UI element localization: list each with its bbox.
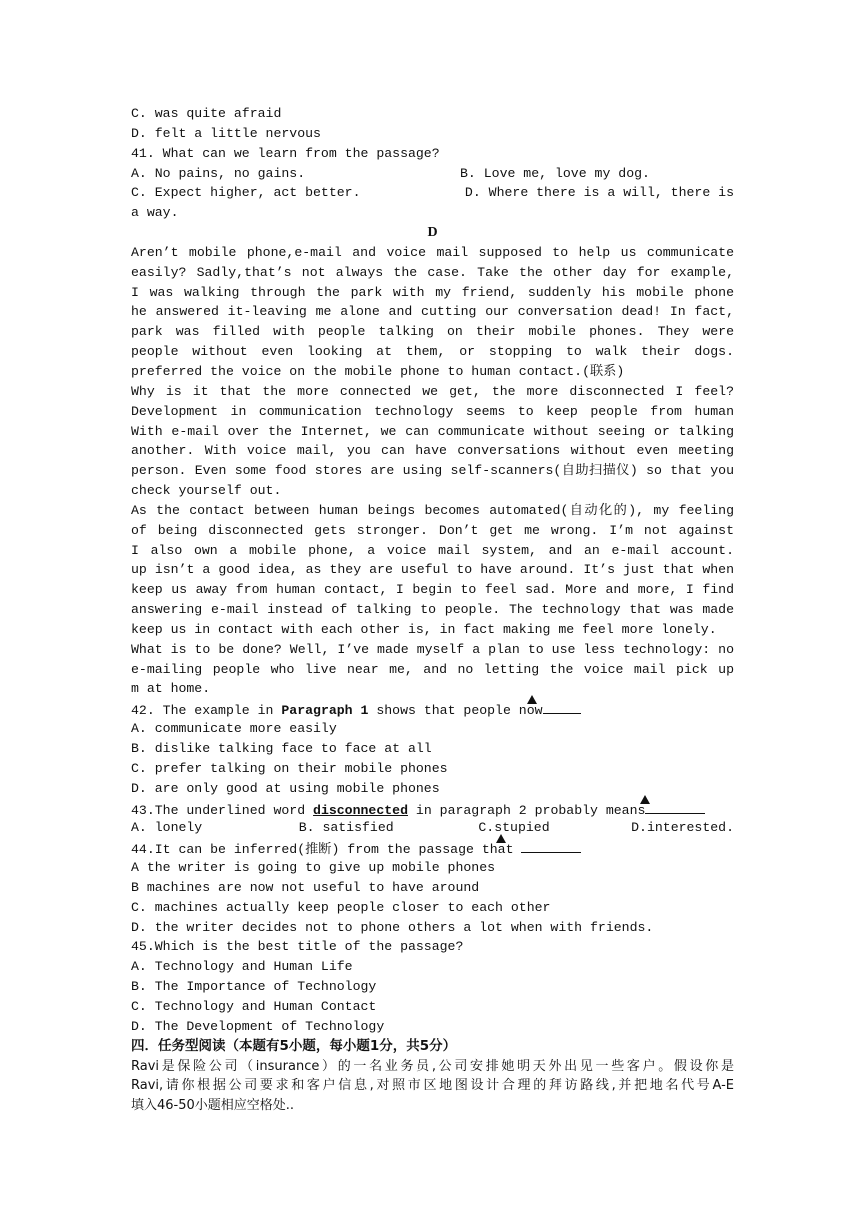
q41-option-c: C. Expect higher, act better. <box>131 185 361 201</box>
q43-option-c: C.stupied <box>478 820 550 836</box>
q42-stem <box>131 699 734 719</box>
passage-line: m at home. <box>131 681 211 697</box>
section-d-title: D <box>427 225 438 241</box>
q43-option-b: B. satisfied <box>298 820 394 836</box>
q44-option-c: C. machines actually keep people closer to each other <box>131 899 551 915</box>
q44-option-a: A the writer is going to give up mobile phones <box>131 860 496 876</box>
passage-paragraph-4 <box>131 640 734 700</box>
q42-option-b: B. dislike talking face to face at all <box>131 741 432 756</box>
triangle-marker-icon <box>496 834 506 843</box>
passage-line: keep us away from human contact, I begin to feel sad. More and more, I find <box>131 582 734 598</box>
q43-stem-pre: 43.The underlined word <box>131 802 314 818</box>
q41-options-row2 <box>131 183 734 203</box>
triangle-marker-icon <box>640 795 650 804</box>
q41-options-row1 <box>131 164 734 184</box>
q41-option-d-part1: D. Where there is a will, there is <box>464 185 734 201</box>
q44-option-d: D. the writer decides not to phone others a lot when with friends. <box>131 919 654 935</box>
q45-option-b: B. The Importance of Technology <box>131 979 377 995</box>
q43-underlined-word: disconnected <box>313 802 408 818</box>
passage-line: What is to be done? Well, I’ve made myself a plan to use less technology: no <box>131 641 734 657</box>
passage-line: Development in communication technology seems to keep people from human <box>131 403 734 419</box>
passage-line: Aren’t mobile phone,e-mail and voice mail supposed to help us communicate <box>131 244 734 260</box>
passage-line: Why is it that the more connected we get, the more disconnected I feel? <box>131 383 734 399</box>
q42-option-c: C. prefer talking on their mobile phones <box>131 760 448 776</box>
passage-paragraph-1 <box>131 243 734 382</box>
q40-option-c: C. was quite afraid <box>131 106 282 121</box>
q43-option-d: D.interested. <box>631 820 735 836</box>
passage-line: people without even looking at them, or stopping to walk their dogs. <box>131 344 734 360</box>
q42-option-d: D. are only good at using mobile phones <box>131 780 440 796</box>
passage-line: I also own a mobile phone, a voice mail system, and an e-mail account. <box>131 542 734 558</box>
q41-option-d-part2: a way. <box>131 205 179 221</box>
q45-option-d: D. The Development of Technology <box>131 1018 385 1034</box>
q45-option-c: C. Technology and Human Contact <box>131 998 377 1014</box>
passage-line: of being disconnected gets stronger. Don’t get me wrong. I’m not against <box>131 522 734 538</box>
q41-option-b: B. Love me, love my dog. <box>460 165 650 181</box>
q45-option-a: A. Technology and Human Life <box>131 959 353 975</box>
section4-instruction-line: 填入46-50小题相应空格处.. <box>131 1098 295 1114</box>
q42-stem-post: shows that people now <box>368 703 543 719</box>
passage-line: preferred the voice on the mobile phone to human contact.(联系) <box>131 363 625 379</box>
passage-line: answering e-mail instead of talking to people. The technology that was made <box>131 602 734 618</box>
q42-answer-blank[interactable] <box>543 699 581 714</box>
passage-line: another. With voice mail, you can have conversations without even meeting <box>131 443 734 459</box>
q44-option-b: B machines are now not useful to have around <box>131 879 480 895</box>
q43-options-row <box>131 818 734 838</box>
passage-line: easily? Sadly,that’s not always the case. Take the other day for example, <box>131 264 734 280</box>
q44-answer-blank[interactable] <box>521 838 581 853</box>
passage-paragraph-3 <box>131 501 734 640</box>
q42-option-a: A. communicate more easily <box>131 721 337 737</box>
q44-stem-text: 44.It can be inferred(推断) from the passage that <box>131 842 514 858</box>
q42-stem-pre: 42. The example in <box>131 703 282 719</box>
passage-line: keep us in contact with each other is, in fact making me feel more lonely. <box>131 621 717 637</box>
passage-line: up isn’t a good idea, as they are useful to have around. It’s just that when <box>131 562 734 578</box>
q42-stem-bold: Paragraph 1 <box>281 703 369 719</box>
passage-line: I was walking through the park with my friend, suddenly his mobile phone <box>131 284 734 300</box>
passage-paragraph-2 <box>131 382 734 501</box>
q41-option-a: A. No pains, no gains. <box>131 165 306 181</box>
passage-line: he answered it-leaving me alone and cutting our conversation dead! In fact, <box>131 304 734 320</box>
passage-line: person. Even some food stores are using self-scanners(自助扫描仪) so that you <box>131 463 734 479</box>
passage-line: With e-mail over the Internet, we can communicate without seeing or talking <box>131 423 734 439</box>
passage-line: As the contact between human beings becomes automated(自动化的), my feeling <box>131 502 734 518</box>
q44-stem <box>131 838 734 858</box>
q40-option-d: D. felt a little nervous <box>131 125 321 141</box>
q45-stem: 45.Which is the best title of the passage? <box>131 939 464 955</box>
triangle-marker-icon <box>527 695 537 704</box>
passage-line: park was filled with people talking on their mobile phones. They were <box>131 324 734 340</box>
passage-line: check yourself out. <box>131 483 282 499</box>
section4-instruction-line: Ravi是保险公司（insurance）的一名业务员,公司安排她明天外出见一些客户。假设你是 <box>131 1058 734 1074</box>
passage-line: e-mailing people who live near me, and no letting the voice mail pick up <box>131 661 734 677</box>
section4-heading: 四．任务型阅读（本题有5小题，每小题1分，共5分） <box>131 1037 457 1054</box>
q41-stem: 41. What can we learn from the passage? <box>131 145 440 161</box>
q43-stem <box>131 799 734 819</box>
q43-stem-post: in paragraph 2 probably means <box>408 802 646 818</box>
section4-instruction-line: Ravi,请你根据公司要求和客户信息,对照市区地图设计合理的拜访路线,并把地名代号A-E <box>131 1078 734 1094</box>
q43-answer-blank[interactable] <box>645 799 705 814</box>
exam-page <box>131 104 734 1116</box>
q43-option-a: A. lonely <box>131 820 203 836</box>
